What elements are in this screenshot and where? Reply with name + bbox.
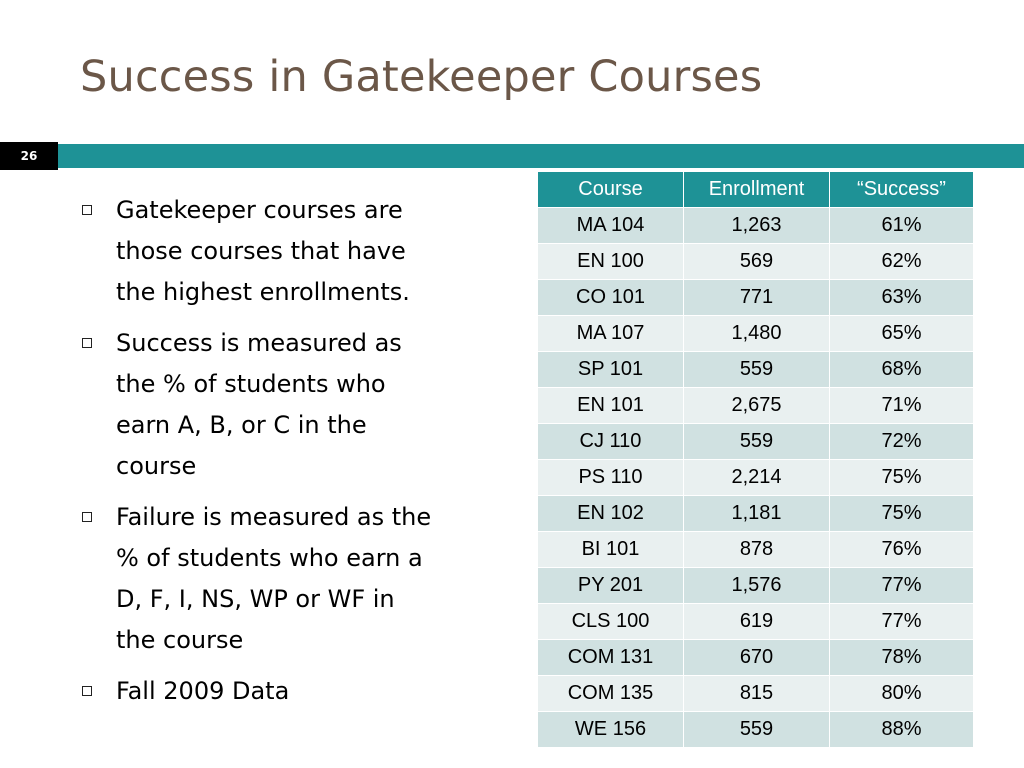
table-row (538, 244, 974, 280)
cell-course: SP 101 (538, 352, 684, 388)
cell-course: EN 100 (538, 244, 684, 280)
cell-enrollment: 878 (684, 532, 830, 568)
cell-success: 88% (830, 712, 974, 748)
cell-enrollment: 815 (684, 676, 830, 712)
table-row (538, 316, 974, 352)
cell-enrollment: 569 (684, 244, 830, 280)
cell-course: BI 101 (538, 532, 684, 568)
cell-success: 75% (830, 496, 974, 532)
table-row (538, 604, 974, 640)
cell-enrollment: 619 (684, 604, 830, 640)
cell-success: 63% (830, 280, 974, 316)
cell-course: MA 107 (538, 316, 684, 352)
accent-bar (0, 144, 1024, 168)
cell-enrollment: 670 (684, 640, 830, 676)
bullet-item (80, 671, 440, 712)
cell-enrollment: 559 (684, 712, 830, 748)
table-row (538, 424, 974, 460)
cell-success: 80% (830, 676, 974, 712)
cell-success: 76% (830, 532, 974, 568)
table-header-row (538, 172, 974, 208)
square-bullet-icon (82, 205, 92, 215)
course-table (537, 171, 974, 748)
cell-course: EN 102 (538, 496, 684, 532)
table-row (538, 496, 974, 532)
bullet-list (80, 190, 440, 722)
cell-course: EN 101 (538, 388, 684, 424)
bullet-text: Failure is measured as the % of students who earn a D, F, I, NS, WP or WF in the course (116, 503, 432, 654)
cell-enrollment: 1,263 (684, 208, 830, 244)
bullet-text: Gatekeeper courses are those courses that have the highest enrollments. (116, 196, 410, 306)
cell-success: 77% (830, 568, 974, 604)
bullet-item (80, 323, 440, 487)
table-row (538, 280, 974, 316)
cell-enrollment: 771 (684, 280, 830, 316)
table-row (538, 388, 974, 424)
bullet-text: Fall 2009 Data (116, 677, 290, 705)
cell-enrollment: 2,675 (684, 388, 830, 424)
cell-course: MA 104 (538, 208, 684, 244)
table-row (538, 712, 974, 748)
cell-course: WE 156 (538, 712, 684, 748)
header-course: Course (538, 172, 684, 208)
course-table-container (537, 171, 974, 748)
header-enrollment: Enrollment (684, 172, 830, 208)
cell-success: 72% (830, 424, 974, 460)
bullet-item (80, 190, 440, 313)
square-bullet-icon (82, 512, 92, 522)
cell-success: 71% (830, 388, 974, 424)
cell-course: CLS 100 (538, 604, 684, 640)
table-row (538, 676, 974, 712)
cell-enrollment: 2,214 (684, 460, 830, 496)
table-row (538, 568, 974, 604)
cell-success: 65% (830, 316, 974, 352)
header-success: “Success” (830, 172, 974, 208)
cell-success: 68% (830, 352, 974, 388)
cell-enrollment: 1,181 (684, 496, 830, 532)
cell-course: COM 135 (538, 676, 684, 712)
cell-success: 62% (830, 244, 974, 280)
bullet-item (80, 497, 440, 661)
cell-course: CO 101 (538, 280, 684, 316)
cell-success: 77% (830, 604, 974, 640)
square-bullet-icon (82, 338, 92, 348)
slide-title: Success in Gatekeeper Courses (80, 52, 763, 102)
cell-course: PS 110 (538, 460, 684, 496)
table-row (538, 352, 974, 388)
cell-enrollment: 559 (684, 352, 830, 388)
cell-enrollment: 1,576 (684, 568, 830, 604)
table-row (538, 532, 974, 568)
cell-success: 61% (830, 208, 974, 244)
cell-success: 78% (830, 640, 974, 676)
cell-course: PY 201 (538, 568, 684, 604)
cell-course: COM 131 (538, 640, 684, 676)
table-row (538, 460, 974, 496)
cell-course: CJ 110 (538, 424, 684, 460)
table-row (538, 640, 974, 676)
bullet-text: Success is measured as the % of students who earn A, B, or C in the course (116, 329, 402, 480)
slide-number: 26 (0, 142, 58, 170)
cell-enrollment: 559 (684, 424, 830, 460)
table-row (538, 208, 974, 244)
square-bullet-icon (82, 686, 92, 696)
cell-success: 75% (830, 460, 974, 496)
cell-enrollment: 1,480 (684, 316, 830, 352)
